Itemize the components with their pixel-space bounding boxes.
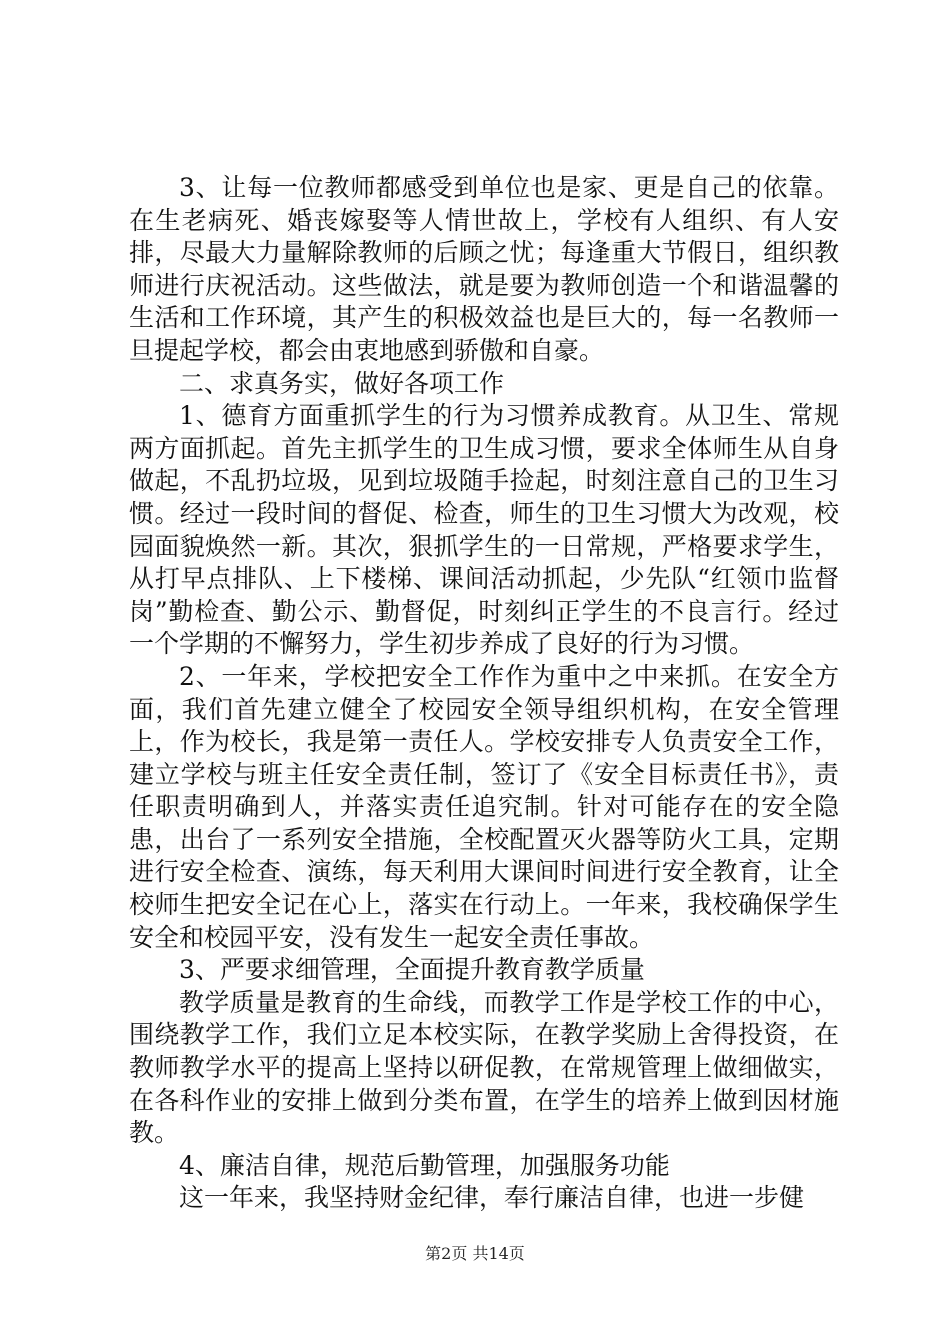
paragraph-integrity: 这一年来，我坚持财金纪律，奉行廉洁自律，也进一步健 bbox=[179, 1183, 805, 1213]
paragraph-teacher-care: 3、让每一位教师都感受到单位也是家、更是自己的依靠。在生老病死、婚丧嫁娶等人情世故上，学校有人组织、有人安排，尽最大力量解除教师的后顾之忧；每逢重大节假日，组织教师进行庆祝活动。这些做法，就是要为教师创造一个和谐温馨的生活和工作环境，其产生的积极效益也是巨大的，每一名教师一旦提起学校，都会由衷地感到骄傲和自豪。 bbox=[129, 173, 839, 365]
heading-teaching-quality: 3、严要求细管理，全面提升教育教学质量 bbox=[179, 955, 645, 985]
heading-integrity-logistics: 4、廉洁自律，规范后勤管理，加强服务功能 bbox=[179, 1150, 670, 1180]
heading-section-two: 二、求真务实，做好各项工作 bbox=[179, 368, 505, 398]
page-number: 第2页 共14页 bbox=[425, 1244, 525, 1263]
page-footer bbox=[0, 1244, 950, 1264]
paragraph-safety-work: 2、一年来，学校把安全工作作为重中之中来抓。在安全方面，我们首先建立健全了校园安全领导组织机构，在安全管理上，作为校长，我是第一责任人。学校安排专人负责安全工作，建立学校与班主任安全责任制，签订了《安全目标责任书》，责任职责明确到人，并落实责任追究制。针对可能存在的安全隐患，出台了一系列安全措施，全校配置灭火器等防火工具，定期进行安全检查、演练，每天利用大课间时间进行安全教育，让全校师生把安全记在心上，落实在行动上。一年来，我校确保学生安全和校园平安，没有发生一起安全责任事故。 bbox=[129, 661, 839, 952]
paragraph-moral-education: 1、德育方面重抓学生的行为习惯养成教育。从卫生、常规两方面抓起。首先主抓学生的卫生成习惯，要求全体师生从自身做起，不乱扔垃圾，见到垃圾随手捡起，时刻注意自己的卫生习惯。经过一段时间的督促、检查，师生的卫生习惯大为改观，校园面貌焕然一新。其次，狠抓学生的一日常规，严格要求学生，从打早点排队、上下楼梯、课间活动抓起，少先队“红领巾监督岗”勤检查、勤公示、勤督促，时刻纠正学生的不良言行。经过一个学期的不懈努力，学生初步养成了良好的行为习惯。 bbox=[129, 401, 839, 659]
body-text bbox=[129, 172, 839, 1215]
paragraph-teaching-quality: 教学质量是教育的生命线，而教学工作是学校工作的中心，围绕教学工作，我们立足本校实际，在教学奖励上舍得投资，在教师教学水平的提高上坚持以研促教，在常规管理上做细做实，在各科作业的安排上做到分类布置，在学生的培养上做到因材施教。 bbox=[129, 987, 839, 1148]
